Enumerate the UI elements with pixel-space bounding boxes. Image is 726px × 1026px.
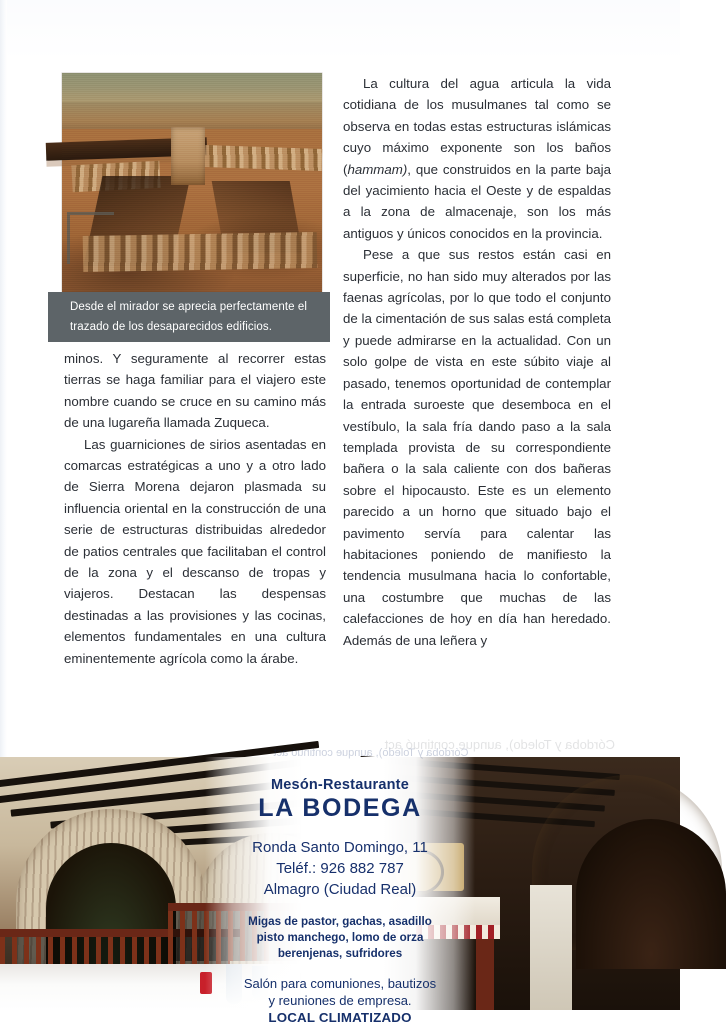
right-paragraph-1-pre: La cultura del agua articula la vida cotidiana de los musulmanes tal como se observa en todas estas estructuras islámicas cuyo máximo exponente son los baños (	[343, 76, 611, 177]
advert-services-line-1: Salón para comuniones, bautizos	[243, 976, 437, 991]
advert-services-line-2: y reuniones de empresa.	[268, 993, 412, 1008]
advert-services	[235, 975, 445, 1026]
advert-white-pillar	[530, 885, 572, 1010]
advert-business-name: LA BODEGA	[258, 794, 422, 822]
advert-dishes-line-1: Migas de pastor, gachas, asadillo	[248, 915, 432, 928]
archaeology-photo	[62, 73, 322, 297]
advert-text-panel	[205, 747, 475, 1025]
advert-address	[235, 837, 445, 900]
left-paragraph-2: Las guarniciones de sirios asentadas en comarcas estratégicas a uno y a otro lado de Sierra Morena dejaron plasmada su influencia oriental en la construcción de una serie de estructuras distribuidas alrededor de patios centrales que facilitaban el control de la zona y el descanso de tropas y viajeros. Destacan las despensas destinadas a las provisiones y las cocinas, elementos fundamentales en una cultura eminentemente agrícola como la árabe.	[64, 436, 326, 666]
advert-subtitle: Mesón-Restaurante	[271, 777, 409, 793]
left-paragraph-1: minos. Y seguramente al recorrer estas tierras se haga familiar para el viajero este nombre cuando se cruce en su camino más de una lugareña llamada Zuqueca.	[64, 351, 326, 431]
wooden-post	[476, 939, 494, 1010]
advert-air-conditioning-note: LOCAL CLIMATIZADO	[268, 1010, 412, 1025]
advert-bleed-through: Córdoba y Toledo), aunque continuó act	[273, 747, 469, 759]
photo-caption-line-2: trazado de los desaparecidos edificios.	[70, 321, 273, 333]
photo-caption-line-1: Desde el mirador se aprecia perfectamente el	[70, 301, 308, 313]
advert-dishes-line-2: pisto manchego, lomo de orza	[256, 931, 424, 944]
advert-phone[interactable]: Teléf.: 926 882 787	[276, 860, 404, 877]
advert-dishes-line-3: berenjenas, sufridores	[277, 947, 403, 960]
advert-dishes	[235, 914, 445, 962]
photo-caption	[48, 292, 330, 342]
page-bleed-through-text: Córdoba y Toledo), aunque continuó act	[384, 737, 615, 752]
advertisement-section[interactable]	[0, 747, 680, 1025]
right-paragraph-1	[343, 73, 611, 244]
photo-print-grain	[62, 73, 322, 297]
hammam-italic-term: hammam)	[347, 161, 408, 177]
article-right-column	[343, 73, 611, 651]
advert-text-inner	[235, 747, 469, 1026]
advert-city: Almagro (Ciudad Real)	[263, 881, 417, 898]
right-paragraph-2: Pese a que sus restos están casi en superficie, no han sido muy alterados por las faenas agrícolas, por lo que todo el conjunto de la cimentación de sus salas está completa y puede admirarse en la actualidad. Con un solo golpe de vista en este súbito viaje al pasado, tenemos oportunidad de contemplar la entrada suroeste que desemboca en el vestíbulo, la sala fría dando paso a la sala templada provista de su correspondiente bañera o la sala caliente con dos bañeras sobre el hipocausto. Este es un elemento parecido a un horno que situado bajo el pavimento servía para calentar las habitaciones poniendo de manifiesto la tendencia musulmana hacia lo confortable, una costumbre que muchas de las calefacciones de hoy en día han heredado. Además de una leñera y	[343, 247, 611, 648]
right-paragraph-1-post: , que construidos en la parte baja del yacimiento hacia el Oeste y de espaldas a la zona de almacenaje, son los más antiguos y únicos conocidos en la provincia.	[343, 161, 611, 241]
article-left-column	[64, 348, 326, 669]
advert-address-street: Ronda Santo Domingo, 11	[252, 839, 428, 856]
advert-arch-dark-interior	[576, 819, 726, 969]
